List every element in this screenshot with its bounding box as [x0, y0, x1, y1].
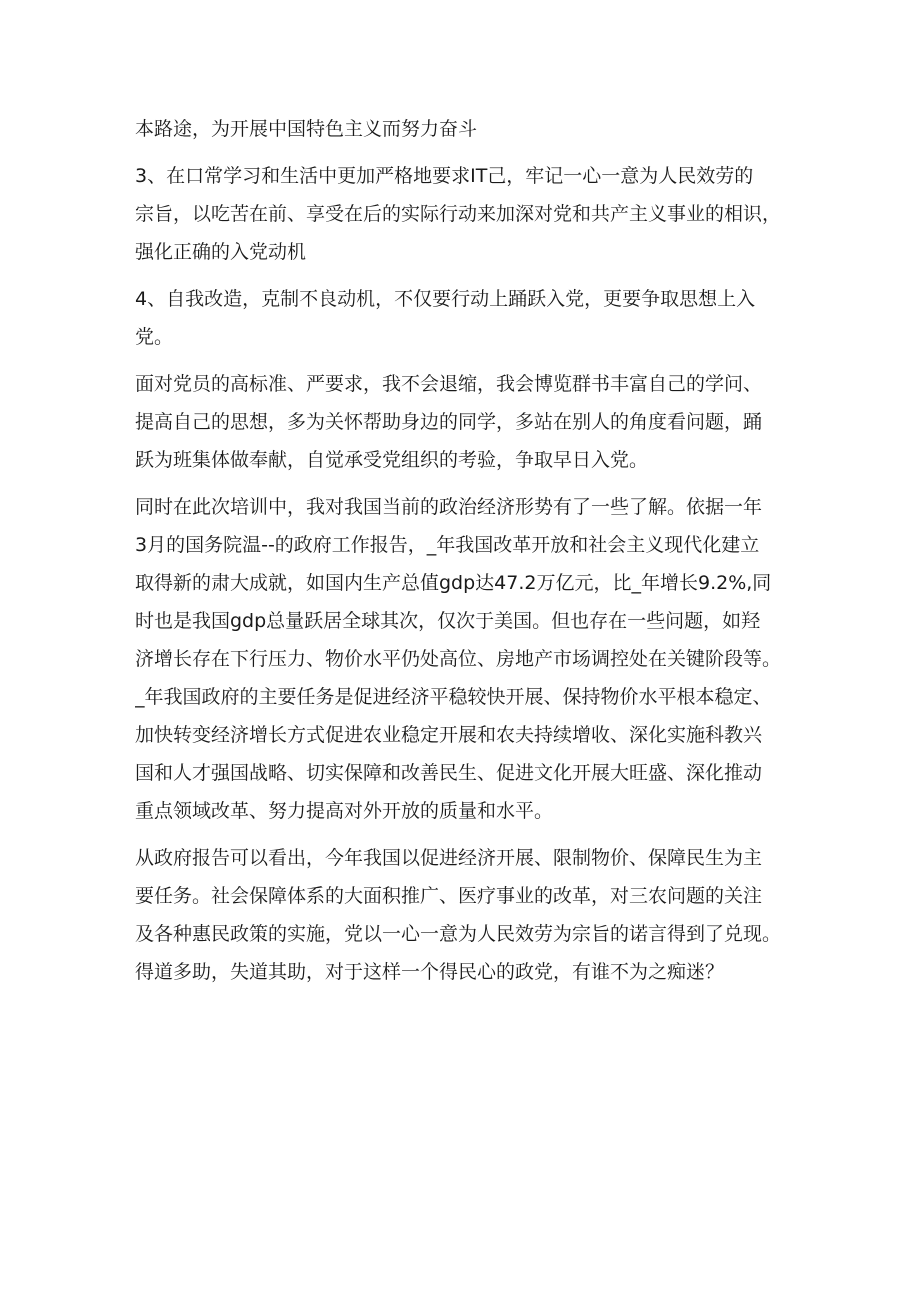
text-line: 加快转变经济增长方式促进农业稳定开展和农夫持续增收、深化实施科教兴: [135, 724, 763, 746]
text-line: 得道多助，失道其助，对于这样一个得民心的政党，有谁不为之痴迷？: [135, 961, 725, 983]
paragraph-4: [135, 365, 815, 479]
text-line: 4、自我改造，克制不良动机，不仅要行动上踊跃入党，更要争取思想上入: [135, 288, 756, 310]
text-line: 要任务。社会保障体系的大面积推广、医疗事业的改革，对三农问题的关注: [135, 885, 763, 907]
text-line: 时也是我国gdp总量跃居全球其次，仅次于美国。但也存在一些问题，如羟: [135, 610, 761, 632]
text-line: 及各种惠民政策的实施，党以一心一意为人民效劳为宗旨的诺言得到了兑现。: [135, 923, 782, 945]
paragraph-3: [135, 280, 815, 356]
text-line: 跃为班集体做奉献，自觉承受党组织的考验，争取早日入党。: [135, 449, 649, 471]
text-line: _年我国政府的主要任务是促进经济平稳较快开展、保持物价水平根本稳定、: [135, 686, 772, 708]
paragraph-5: [135, 488, 815, 830]
text-line: 宗旨，以吃苦在前、享受在后的实际行动来加深对党和共产主义事业的相识，: [135, 203, 782, 225]
text-line: 提高自己的思想，多为关怀帮助身边的同学，多站在别人的角度看问题，踊: [135, 411, 763, 433]
text-line: 从政府报告可以看出，今年我国以促进经济开展、限制物价、保障民生为主: [135, 847, 763, 869]
text-line: 同时在此次培训中，我对我国当前的政治经济形势有了一些了解。依据一年: [135, 496, 763, 518]
text-line: 本路途，为开展中国特色主义而努力奋斗: [135, 118, 478, 140]
text-line: 3月的国务院温--的政府工作报告，_年我国改革开放和社会主义现代化建立: [135, 534, 760, 556]
text-line: 党。: [135, 326, 174, 348]
paragraph-2: [135, 157, 815, 271]
text-line: 强化正确的入党动机: [135, 241, 307, 263]
text-line: 面对党员的高标准、严要求，我不会退缩，我会博览群书丰富自己的学问、: [135, 373, 763, 395]
document-body: [135, 110, 815, 1000]
text-line: 取得新的肃大成就，如国内生产总值gdp达47.2万亿元，比_年增长9.2%,同: [135, 572, 772, 594]
text-line: 3、在口常学习和生活中更加严格地要求IT己，牢记一心一意为人民效劳的: [135, 165, 754, 187]
paragraph-1: [135, 110, 815, 148]
text-line: 国和人才强国战略、切实保障和改善民生、促进文化开展大旺盛、深化推动: [135, 762, 763, 784]
text-line: 重点领域改革、努力提高对外开放的质量和水平。: [135, 800, 554, 822]
paragraph-6: [135, 839, 815, 991]
text-line: 济增长存在下行压力、物价水平仍处高位、房地产市场调控处在关键阶段等。: [135, 648, 782, 670]
